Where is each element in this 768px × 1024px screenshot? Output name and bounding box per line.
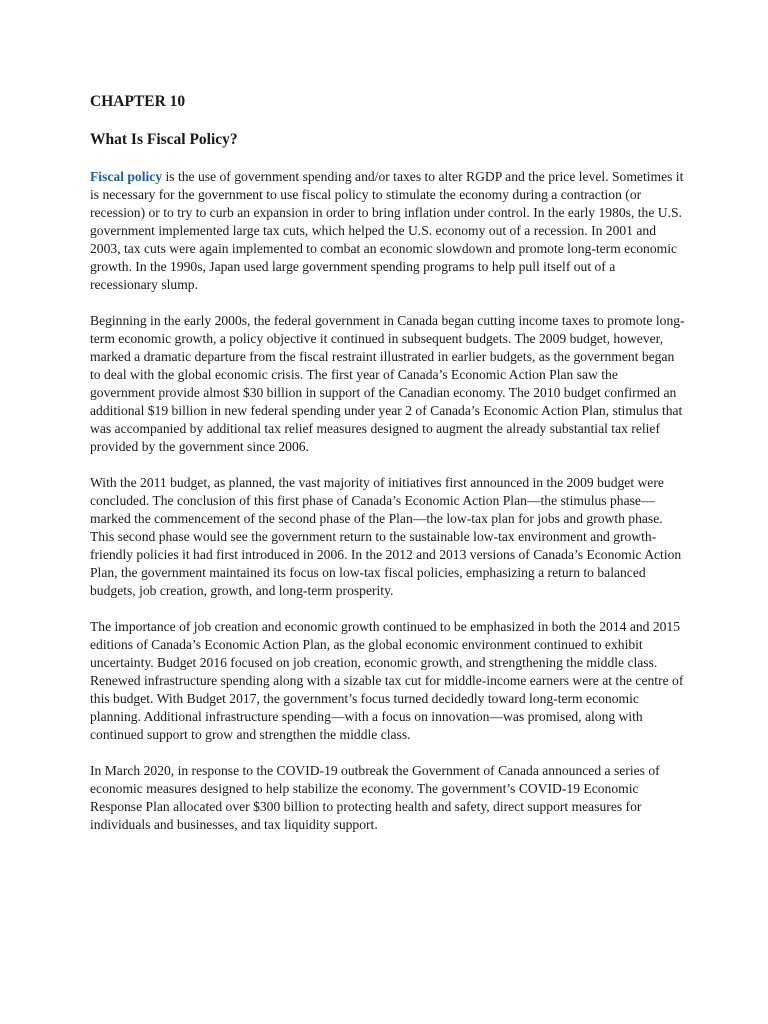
paragraph-2011-budget: With the 2011 budget, as planned, the vast majority of initiatives first announced in the 2009 budget were concluded. The conclusion of this first phase of Canada’s Economic Action Plan—the stimulus phase—marked the commencement of the second phase of the Plan—the low-tax plan for jobs and growth phase. This second phase would see the government return to the sustainable low-tax environment and growth-friendly policies it had first introduced in 2006. In the 2012 and 2013 versions of Canada’s Economic Action Plan, the government maintained its focus on low-tax fiscal policies, emphasizing a return to balanced budgets, job creation, growth, and long-term prosperity.: [90, 475, 682, 598]
section-title: What Is Fiscal Policy?: [90, 131, 238, 148]
paragraph-2000s-canada: Beginning in the early 2000s, the federal government in Canada began cutting income taxes to promote long-term economic growth, a policy objective it continued in subsequent budgets. The 2009 budget, however, marked a dramatic departure from the fiscal restraint illustrated in earlier budgets, as the government began to deal with the global economic crisis. The first year of Canada’s Economic Action Plan saw the government provide almost $30 billion in support of the Canadian economy. The 2010 budget confirmed an additional $19 billion in new federal spending under year 2 of Canada’s Economic Action Plan, stimulus that was accompanied by additional tax relief measures designed to augment the already substantial tax relief provided by the government since 2006.: [90, 313, 685, 454]
key-term-fiscal-policy[interactable]: Fiscal policy: [90, 169, 163, 184]
intro-paragraph-text: is the use of government spending and/or taxes to alter RGDP and the price level. Sometimes it is necessary for the government to use fiscal policy to stimulate the economy during a contraction (or recession) or to try to curb an expansion in order to bring inflation under control. In the early 1980s, the U.S. government implemented large tax cuts, which helped the U.S. economy out of a recession. In 2001 and 2003, tax cuts were again implemented to combat an economic slowdown and promote long-term economic growth. In the 1990s, Japan used large government spending programs to help pull itself out of a recessionary slump.: [90, 169, 684, 292]
paragraph-covid-19: In March 2020, in response to the COVID-19 outbreak the Government of Canada announced a series of economic measures designed to help stabilize the economy. The government’s COVID-19 Economic Response Plan allocated over $300 billion to protecting health and safety, direct support measures for individuals and businesses, and tax liquidity support.: [90, 763, 660, 832]
document-page: [90, 92, 685, 852]
intro-paragraph: [90, 168, 685, 294]
paragraph-2014-2017: The importance of job creation and economic growth continued to be emphasized in both the 2014 and 2015 editions of Canada’s Economic Action Plan, as the global economic environment continued to exhibit uncertainty. Budget 2016 focused on job creation, economic growth, and strengthening the middle class. Renewed infrastructure spending along with a sizable tax cut for middle-income earners were at the centre of this budget. With Budget 2017, the government’s focus turned decidedly toward long-term economic planning. Additional infrastructure spending—with a focus on innovation—was promised, along with continued support to grow and strengthen the middle class.: [90, 619, 684, 742]
chapter-heading: CHAPTER 10: [90, 93, 186, 110]
